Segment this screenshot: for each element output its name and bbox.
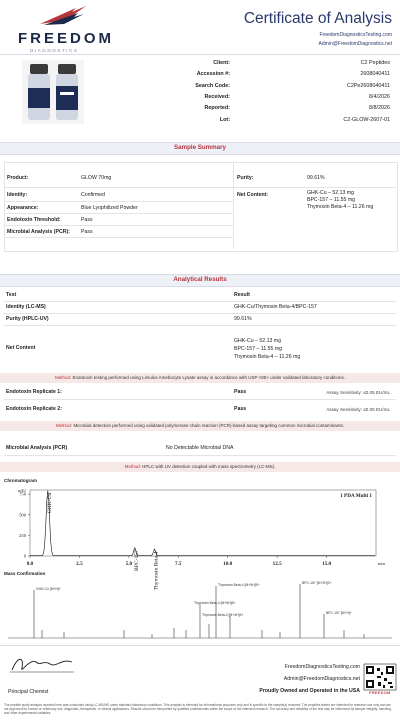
method-text: HPLC with UV detection coupled with mass spectrometry (LC-MS).: [140, 464, 276, 469]
y-tick-label: 750: [19, 491, 26, 497]
summary-endotoxin-value: Pass: [81, 217, 93, 223]
method-prefix: Method:: [55, 423, 73, 428]
document-title: Certificate of Analysis: [243, 10, 392, 27]
net-content-value: GHK-Cu – 52.13 mg: [234, 338, 281, 344]
net-content-test: Net Content: [6, 345, 36, 351]
info-key: Client:: [213, 60, 230, 66]
summary-product-value: GLOW 70mg: [81, 175, 112, 181]
method-text: Endotoxin testing performed using Limulus Amebocyte Lysate assay in accordance with USP <85> under validated laboratory conditions.: [71, 375, 345, 380]
y-tick-label: 500: [19, 512, 26, 518]
summary-net-value: BPC-157 – 11.55 mg: [307, 197, 356, 203]
peak-label: GHK-Cu: [46, 492, 53, 514]
info-value: 8/4/2026: [369, 93, 390, 100]
endo1-result: Pass: [234, 389, 247, 395]
peak-label: BPC-157: [133, 550, 140, 571]
identity-test: Identity (LC-MS): [6, 304, 46, 310]
brand-logo: [16, 4, 114, 53]
col-test-header: Test: [6, 292, 17, 298]
footer-tagline: Proudly Owned and Operated in the USA: [259, 688, 360, 694]
info-value: 2608040411: [360, 71, 390, 78]
info-value: C2Pe2608040411: [346, 82, 390, 89]
summary-net-values: [307, 190, 373, 211]
header-divider: [0, 54, 400, 55]
mass-label: Mass Confirmation: [4, 571, 46, 576]
signer-title: Principal Chemist: [8, 689, 49, 695]
plot-frame: [30, 490, 376, 556]
net-content-results: [234, 337, 300, 361]
x-tick-label: 15.0: [322, 561, 332, 567]
endo2-result: Pass: [234, 406, 247, 412]
x-tick-label: 5.0: [125, 561, 133, 567]
summary-endotoxin-label: Endotoxin Threshold:: [7, 217, 61, 223]
summary-appearance-label: Appearance:: [7, 205, 39, 211]
summary-net-value: Thymosin Beta-4 – 11.26 mg: [307, 204, 374, 210]
eagle-icon: [26, 4, 106, 26]
ion-label: BPC-157 [M+2H]2+: [302, 581, 332, 585]
endo1-sensitivity: Assay Sensitivity: ≤0.05 EU/mL: [326, 390, 390, 395]
method-microbial: [0, 421, 400, 431]
summary-purity-value: 99.61%: [307, 175, 325, 181]
summary-table: [4, 162, 398, 252]
x-tick-label: 0.0: [26, 561, 34, 567]
brand-name: FREEDOM: [18, 30, 114, 47]
y-unit-label: mAU: [18, 489, 26, 493]
mass-spectrum: [4, 580, 396, 642]
col-result-header: Result: [234, 292, 250, 298]
method-endotoxin: [0, 373, 400, 383]
summary-identity-value: Confirmed: [81, 192, 105, 198]
summary-appearance-value: Blue Lyophilized Powder: [81, 205, 138, 211]
y-tick-label: 250: [19, 532, 26, 538]
header-email[interactable]: Admin@FreedomDiagnostics.net: [318, 41, 392, 47]
net-content-value: BPC-157 – 11.55 mg: [234, 346, 283, 352]
method-prefix: Method:: [55, 375, 72, 380]
ion-label: GHK-Cu [M+H]+: [36, 587, 61, 591]
info-key: Reported:: [204, 105, 230, 112]
info-key: Search Code:: [195, 82, 230, 89]
mass-spectrum-svg: [4, 580, 396, 642]
chromatogram-trace: [30, 490, 375, 555]
peak-label: Thymosin Beta-4: [153, 551, 160, 591]
footer-website[interactable]: FreedomDiagnosticsTesting.com: [284, 664, 360, 670]
microbial-result: No Detectable Microbial DNA: [166, 445, 234, 451]
method-prefix: Method:: [124, 464, 141, 469]
x-tick-label: 10.0: [223, 561, 233, 567]
endo2-label: Endotoxin Replicate 2:: [6, 406, 62, 412]
info-key: Lot:: [219, 116, 230, 123]
y-tick-label: 0: [23, 553, 26, 559]
summary-purity-label: Purity:: [237, 175, 254, 181]
info-key: Accession #:: [196, 71, 230, 78]
microbial-test: Microbial Analysis (PCR): [6, 445, 68, 451]
purity-result: 99.61%: [234, 316, 252, 322]
ion-label: Thymosin Beta-4 [M+5H]5+: [218, 583, 260, 587]
summary-net-label: Net Content:: [237, 192, 269, 198]
info-key: Received:: [204, 93, 230, 100]
analytical-title: Analytical Results: [173, 276, 227, 283]
summary-net-value: GHK-Cu – 52.13 mg: [307, 190, 354, 196]
chromatogram-label: Chromatogram: [4, 478, 37, 483]
footer-email[interactable]: Admin@FreedomDiagnostics.net: [283, 676, 360, 682]
ion-label: BPC-157 [M+H]+: [326, 611, 352, 615]
x-tick-label: 2.5: [76, 561, 83, 567]
qr-code-icon: [364, 664, 396, 690]
endo1-label: Endotoxin Replicate 1:: [6, 389, 62, 395]
purity-test: Purity (HPLC-UV): [6, 316, 49, 322]
summary-product-label: Product:: [7, 175, 29, 181]
summary-microbial-label: Microbial Analysis (PCR):: [7, 229, 70, 235]
info-value: 8/8/2026: [369, 105, 390, 112]
net-content-value: Thymosin Beta-4 – 11.26 mg: [234, 354, 301, 360]
info-value: C2 Peptides: [360, 60, 390, 66]
method-hplc: [0, 462, 400, 472]
header-website[interactable]: FreedomDiagnosticsTesting.com: [319, 32, 392, 38]
qr-code: [364, 664, 396, 698]
product-photo: [22, 60, 84, 124]
footer-divider: [0, 645, 400, 646]
endo2-sensitivity: Assay Sensitivity: ≤0.05 EU/mL: [326, 407, 390, 412]
x-tick-label: 7.5: [175, 561, 182, 567]
qr-label: FREEDOM: [369, 691, 391, 695]
summary-identity-label: Identity:: [7, 192, 28, 198]
ion-label: Thymosin Beta-4 [M+6H]6+: [194, 601, 236, 605]
x-tick-label: 12.5: [272, 561, 282, 567]
trace-label: 1 PDA Multi 1: [340, 493, 372, 499]
method-text: Microbial detection performed using validated polymerase chain reaction (PCR)-based assay targeting common microbial contaminants.: [72, 423, 345, 428]
ion-label: Thymosin Beta-4 [M+4H]4+: [202, 613, 244, 617]
sample-summary-title: Sample Summary: [174, 144, 226, 151]
summary-microbial-value: Pass: [81, 229, 93, 235]
signature: [8, 652, 78, 674]
disclaimer: The peptide purity analysis reported here was conducted using LC-MS/MS under standard laboratory conditions. This analysis is intended for informational purposes only and is specific to the sample(s) received. The peptides tested are intended for research use only and are not approved for human or veterinary use, diagnostic, therapeutic, or clinical applications. Results should be interpreted by qualified professionals within the scope of the intended research. The accuracy and reliability of the test may be influenced by sample integrity, handling, and other experimental variables.: [4, 703, 392, 715]
info-value: C2-GLOW-2607-01: [343, 116, 390, 123]
brand-subtitle: DIAGNOSTICS: [30, 48, 79, 53]
identity-result: GHK-Cu/Thymosin Beta-4/BPC-157: [234, 304, 317, 310]
x-unit-label: min: [378, 561, 385, 566]
